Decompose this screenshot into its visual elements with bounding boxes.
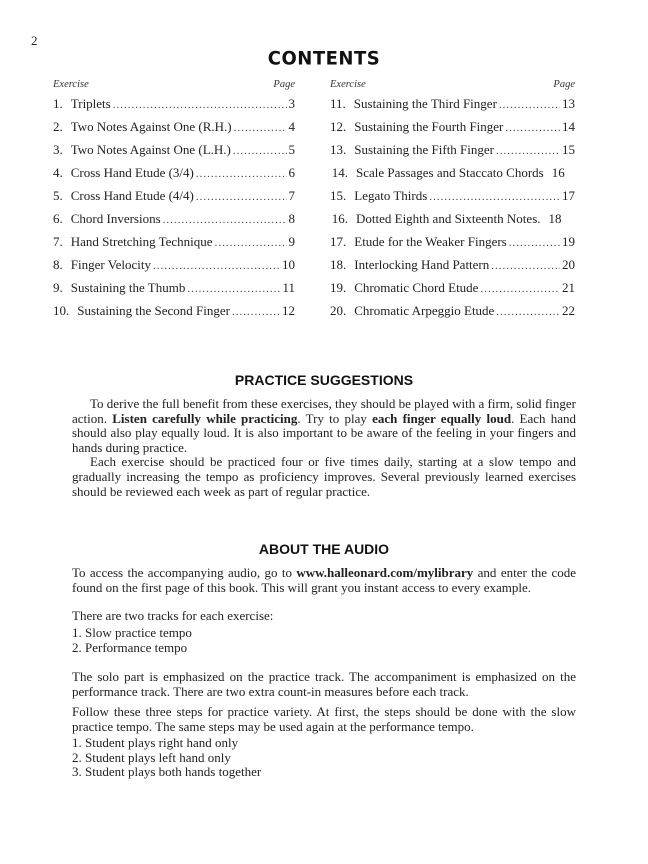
toc-label: Etude for the Weaker Fingers <box>354 234 507 249</box>
toc-entry[interactable] <box>53 230 295 253</box>
toc-header <box>53 78 295 92</box>
toc-page: 3 <box>288 96 295 111</box>
toc-number: 12. <box>330 119 347 134</box>
practice-paragraph-1 <box>72 397 576 455</box>
toc-entry[interactable] <box>53 276 295 299</box>
toc-entry[interactable] <box>53 138 295 161</box>
toc-page: 11 <box>282 280 295 295</box>
toc-number: 20. <box>330 303 347 318</box>
toc-label: Sustaining the Second Finger <box>77 303 230 318</box>
track-item: 2. Performance tempo <box>72 639 188 655</box>
emphasis-text: each finger equally loud <box>372 410 512 426</box>
page-column-header: Page <box>273 79 295 90</box>
toc-entry[interactable] <box>53 161 295 184</box>
text-run: . Each hand should also play equally loud. It is also important to be aware of the feeling in your fingers and hands during practice. <box>72 410 577 455</box>
exercise-column-header: Exercise <box>330 79 366 90</box>
toc-page: 19 <box>562 234 575 249</box>
leader-dots <box>491 255 560 278</box>
toc-label: Sustaining the Fifth Finger <box>354 142 494 157</box>
toc-number: 16. <box>331 211 348 226</box>
toc-number: 2. <box>53 119 63 134</box>
toc-label: Sustaining the Thumb <box>70 280 186 295</box>
toc-entry[interactable] <box>53 184 295 207</box>
toc-number: 4. <box>53 165 63 180</box>
toc-entry[interactable] <box>53 115 295 138</box>
leader-dots <box>429 186 560 209</box>
about-audio-heading: ABOUT THE AUDIO <box>258 541 390 557</box>
toc-label: Chord Inversions <box>70 211 161 226</box>
page-column-header: Page <box>553 79 575 90</box>
toc-page: 20 <box>562 257 575 272</box>
toc-page: 17 <box>562 188 575 203</box>
toc-page: 13 <box>562 96 575 111</box>
toc-entry[interactable] <box>330 276 575 299</box>
toc-entry[interactable] <box>330 161 575 184</box>
leader-dots <box>196 186 287 209</box>
toc-number: 8. <box>53 257 63 272</box>
toc-entry[interactable] <box>330 115 575 138</box>
toc-label: Sustaining the Fourth Finger <box>354 119 504 134</box>
toc-label: Finger Velocity <box>70 257 152 272</box>
leader-dots <box>163 209 287 232</box>
toc-number: 6. <box>53 211 63 226</box>
leader-dots <box>233 140 287 163</box>
audio-paragraph-3: Follow these three steps for practice variety. At first, the steps should be done with the slow practice tempo. The same steps may be used again at the performance tempo. <box>72 704 576 734</box>
audio-paragraph-1 <box>72 566 576 595</box>
tracks-list <box>72 626 192 655</box>
leader-dots <box>480 278 560 301</box>
track-item: 1. Slow practice tempo <box>72 625 192 640</box>
toc-number: 10. <box>53 303 70 318</box>
text-run: and enter the code found on the first page of this book. This will grant you instant access to every example. <box>72 565 576 595</box>
toc-page: 14 <box>562 119 575 134</box>
practice-paragraph-2: Each exercise should be practiced four or five times daily, starting at a slow tempo and gradually increasing the tempo as proficiency improves. Several previously learned exercises should be reviewed each week as part of regular practice. <box>72 454 576 499</box>
toc-page: 18 <box>548 211 562 226</box>
toc-label: Scale Passages and Staccato Chords <box>356 165 544 180</box>
step-item: 3. Student plays both hands together <box>72 764 262 780</box>
toc-entry[interactable] <box>330 230 575 253</box>
toc-entry[interactable] <box>330 207 575 230</box>
toc-number: 17. <box>330 234 347 249</box>
toc-number: 19. <box>330 280 347 295</box>
text-run: To access the accompanying audio, go to <box>72 565 297 580</box>
toc-page: 8 <box>288 211 295 226</box>
toc-right-column <box>330 78 575 322</box>
leader-dots <box>496 301 560 324</box>
toc-label: Two Notes Against One (L.H.) <box>70 142 231 157</box>
exercise-column-header: Exercise <box>53 79 89 90</box>
toc-label: Triplets <box>70 96 111 111</box>
toc-page: 7 <box>288 188 295 203</box>
toc-page: 21 <box>562 280 575 295</box>
toc-label: Dotted Eighth and Sixteenth Notes. <box>356 211 541 226</box>
toc-left-column <box>53 78 295 322</box>
audio-paragraph-2: The solo part is emphasized on the practice track. The accompaniment is emphasized on the performance track. There are two extra count-in measures before each track. <box>72 669 576 699</box>
leader-dots <box>215 232 287 255</box>
toc-entry[interactable] <box>330 253 575 276</box>
toc-number: 13. <box>330 142 347 157</box>
toc-number: 9. <box>53 280 63 295</box>
text-run: . Try to play <box>297 410 373 426</box>
leader-dots <box>509 232 560 255</box>
library-url-link[interactable]: www.halleonard.com/mylibrary <box>296 565 474 580</box>
toc-label: Sustaining the Third Finger <box>353 96 497 111</box>
tracks-intro: There are two tracks for each exercise: <box>72 608 274 623</box>
toc-number: 15. <box>330 188 347 203</box>
leader-dots <box>505 117 560 140</box>
toc-entry[interactable] <box>53 207 295 230</box>
leader-dots <box>153 255 280 278</box>
toc-page: 10 <box>282 257 295 272</box>
leader-dots <box>496 140 560 163</box>
toc-label: Legato Thirds <box>354 188 428 203</box>
page-number: 2 <box>31 33 38 48</box>
toc-label: Chromatic Chord Etude <box>354 280 479 295</box>
toc-page: 5 <box>288 142 295 157</box>
toc-label: Cross Hand Etude (3/4) <box>70 165 194 180</box>
leader-dots <box>232 301 280 324</box>
step-item: 2. Student plays left hand only <box>72 749 231 765</box>
toc-page: 22 <box>562 303 575 318</box>
toc-page: 15 <box>562 142 575 157</box>
toc-number: 7. <box>53 234 63 249</box>
toc-entry[interactable] <box>53 253 295 276</box>
toc-entry[interactable] <box>53 92 295 115</box>
text-run: To derive the full benefit from these exercises, they should be played with a firm, solid finger action. <box>72 396 576 426</box>
practice-suggestions-heading: PRACTICE SUGGESTIONS <box>234 372 414 388</box>
toc-number: 11. <box>330 96 346 111</box>
toc-header <box>330 78 575 92</box>
toc-page: 6 <box>288 165 295 180</box>
toc-entry[interactable] <box>53 299 295 322</box>
toc-label: Chromatic Arpeggio Etude <box>354 303 495 318</box>
toc-entry[interactable] <box>330 299 575 322</box>
toc-number: 3. <box>53 142 63 157</box>
toc-label: Cross Hand Etude (4/4) <box>70 188 194 203</box>
toc-number: 14. <box>331 165 348 180</box>
steps-list <box>72 736 261 780</box>
step-item: 1. Student plays right hand only <box>72 735 239 750</box>
practice-suggestions-body <box>72 397 576 499</box>
leader-dots <box>234 117 287 140</box>
leader-dots <box>187 278 280 301</box>
toc-page: 16 <box>551 165 565 180</box>
toc-label: Hand Stretching Technique <box>70 234 213 249</box>
toc-entry[interactable] <box>330 138 575 161</box>
leader-dots <box>196 163 287 186</box>
toc-label: Two Notes Against One (R.H.) <box>70 119 232 134</box>
leader-dots <box>499 94 560 117</box>
toc-number: 1. <box>53 96 63 111</box>
toc-page: 12 <box>282 303 295 318</box>
toc-entry[interactable] <box>330 92 575 115</box>
toc-label: Interlocking Hand Pattern <box>354 257 490 272</box>
emphasis-text: Listen carefully while practicing <box>112 410 298 426</box>
contents-title: CONTENTS <box>267 47 381 70</box>
toc-number: 18. <box>330 257 347 272</box>
toc-page: 9 <box>288 234 295 249</box>
toc-page: 4 <box>288 119 295 134</box>
leader-dots <box>113 94 287 117</box>
toc-entry[interactable] <box>330 184 575 207</box>
toc-number: 5. <box>53 188 63 203</box>
